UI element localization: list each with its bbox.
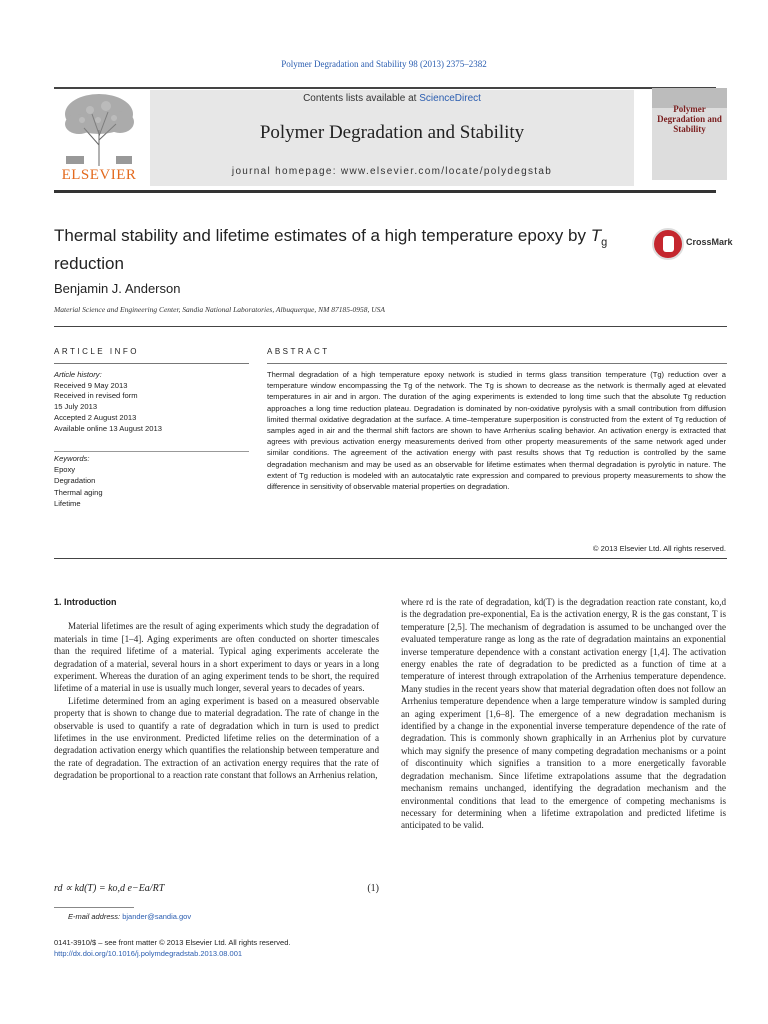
abstract-rule: [267, 363, 727, 364]
article-history: [54, 370, 249, 434]
author-affiliation: Material Science and Engineering Center, Sandia National Laboratories, Albuquerque, NM 87185-0958, USA: [54, 305, 386, 314]
article-info-heading: ARTICLE INFO: [54, 347, 139, 356]
keyword-item[interactable]: Degradation: [54, 476, 96, 486]
elsevier-logo: [54, 90, 144, 186]
journal-title: Polymer Degradation and Stability: [259, 122, 525, 143]
doi-link[interactable]: http://dx.doi.org/10.1016/j.polymdegradstab.2013.08.001: [54, 949, 243, 958]
journal-reference[interactable]: Polymer Degradation and Stability 98 (2013) 2375–2382: [281, 59, 487, 69]
keywords-label: Keywords:: [54, 454, 90, 463]
crossmark-button[interactable]: [652, 228, 732, 260]
elsevier-wordmark: ELSEVIER: [61, 167, 137, 183]
body-paragraph: where rd is the rate of degradation, kd(T) is the degradation reaction rate constant, ko,d is the degradation pre-exponential, Ea is the activation energy, R is the gas constant, T is temperature [2,5]. The mechanism of degradation is assumed to be unchanged over the evaluated temperature range as long as the rate of degradation maintains an exponential inverse temperature dependence with a constant activation energy [1,4]. The activation energy enables the rate of degradation to be predicted as a function of time at a temperature of interest through extrapolation of the Arrhenius temperature dependence. Many studies in the recent years show that material degradation often does not follow an Arrhenius temperature dependence when a large temperature window is sampled during an aging experiment [1,6–8]. The emergence of a new degradation mechanism is identified by a change in the exponential inverse temperature dependence of the rate of degradation. This is commonly shown graphically in an Arrhenius plot by curvature which may signify the presence of many competing degradation mechanisms or a point of discontinuity which signifies a transition to a more energetically favorable degradation mechanism. Since lifetime extrapolations assume that the degradation mechanism remains unchanged, identifying the degradation mechanism and the environmental conditions that lead to the emergence of competing mechanisms is necessary for determining when a lifetime extrapolation and predicted lifetime is anticipated to be valid.: [401, 597, 726, 831]
journal-header-box: [150, 90, 634, 186]
title-text-2: reduction: [54, 254, 124, 274]
crossmark-icon: [652, 228, 684, 260]
crossmark-label: CrossMark: [686, 237, 733, 247]
paper-title: [54, 225, 639, 275]
equation-number: (1): [367, 883, 379, 894]
equation-expression: rd ∝ kd(T) = ko,d e−Ea/RT: [54, 883, 165, 894]
title-text-1: Thermal stability and lifetime estimates of a high temperature epoxy by: [54, 226, 591, 245]
keyword-item[interactable]: Lifetime: [54, 498, 81, 508]
sciencedirect-link[interactable]: ScienceDirect: [419, 93, 481, 104]
author-name[interactable]: Benjamin J. Anderson: [54, 281, 181, 296]
history-item: Accepted 2 August 2013: [54, 412, 137, 422]
elsevier-tree-icon: [54, 90, 144, 168]
title-tg-symbol: T: [590, 226, 602, 245]
history-item: 15 July 2013: [54, 402, 98, 412]
author-email-link[interactable]: bjander@sandia.gov: [122, 912, 192, 921]
contents-prefix: Contents lists available at: [303, 93, 420, 104]
abstract-bottom-rule: [54, 558, 727, 559]
body-column-left: [54, 596, 379, 782]
section-heading-introduction: 1. Introduction: [54, 597, 117, 607]
header-rule-bottom: [54, 190, 716, 193]
article-info-rule: [54, 363, 249, 364]
history-item: Available online 13 August 2013: [54, 423, 162, 433]
abstract-body: Thermal degradation of a high temperature epoxy network is studied in terms glass transition temperature (Tg) reduction over a temperature window encompassing the Tg of the network. The Tg is shown to decrease as the network is thermally aged at elevated temperatures in air and in argon. The duration of the aging experiments is extended to long time such that the absolute Tg reduction approaches a long time reduction plateau. Degradation is dominated by non-oxidative pyrolysis with a small contribution from diffusion limited thermal oxidative degradation at the surface. A time–temperature superposition is constructed from the extent of Tg reduction of samples aged in air and the thermal shift factors are shown to have Arrhenius scaling behavior. An activation energy is extracted that agrees with previous activation energy measurements derived from other property measurements of the same network aged under similar conditions. The agreement of the activation energy with past results shows that Tg reduction is controlled by the same degradation mechanism and may be used as an observable for lifetime estimates when thermal degradation is pyrolytic in nature. The extent of Tg reduction is modeled with an autocatalytic rate expression and compared to previous property measurements to show the difference in sensitivity of observable material properties on degradation.: [267, 370, 726, 492]
history-item: Received 9 May 2013: [54, 380, 128, 390]
email-label: E-mail address:: [68, 912, 123, 921]
title-tg-subscript: g: [601, 236, 608, 249]
footnote-rule: [54, 907, 134, 908]
keyword-item[interactable]: Epoxy: [54, 465, 76, 475]
issn-line: 0141-3910/$ – see front matter © 2013 Elsevier Ltd. All rights reserved.: [54, 938, 291, 947]
journal-cover-thumbnail[interactable]: [652, 88, 727, 180]
abstract-copyright: © 2013 Elsevier Ltd. All rights reserved.: [592, 544, 726, 553]
footnote-email: [68, 912, 191, 921]
body-paragraph: Material lifetimes are the result of aging experiments which study the degradation of materials in time [1–4]. Aging experiments are often conducted on shorter timescales than the required lifetime of a material. Typical aging experiments accelerate the degradation of a material, several hours in a short experiment to days or years in a long experiment. Whereas the duration of an aging experiment tends to be short, the required lifetime of a material in use is usually much longer, several years to decades of years.: [54, 621, 379, 694]
keyword-item[interactable]: Thermal aging: [54, 487, 103, 497]
cover-title: Polymer Degradation and Stability: [657, 104, 722, 134]
abstract-heading: ABSTRACT: [267, 347, 330, 356]
contents-available-line: [150, 93, 634, 104]
issn-block: [54, 937, 291, 959]
journal-homepage-link[interactable]: journal homepage: www.elsevier.com/locate/polydegstab: [231, 166, 553, 177]
history-item: Received in revised form: [54, 391, 138, 401]
keywords-rule: [54, 451, 249, 452]
affiliation-rule: [54, 326, 727, 327]
body-paragraph: Lifetime determined from an aging experiment is based on a measured observable property that is shown to change due to material degradation. The rate of change in the observable is used to quantify a rate of degradation which in turn is used to predict lifetimes in the use environment. Predicted lifetime relies on the determination of a degradation activation energy which quantifies the relationship between temperature and the rate of degradation. The extraction of an activation energy requires that the rate of degradation be proportional to a reaction rate constant that follows an Arrhenius relation,: [54, 695, 379, 781]
history-label: Article history:: [54, 370, 102, 379]
keywords-list: [54, 453, 249, 509]
body-column-right: [401, 596, 726, 832]
header-rule-top: [54, 87, 716, 89]
